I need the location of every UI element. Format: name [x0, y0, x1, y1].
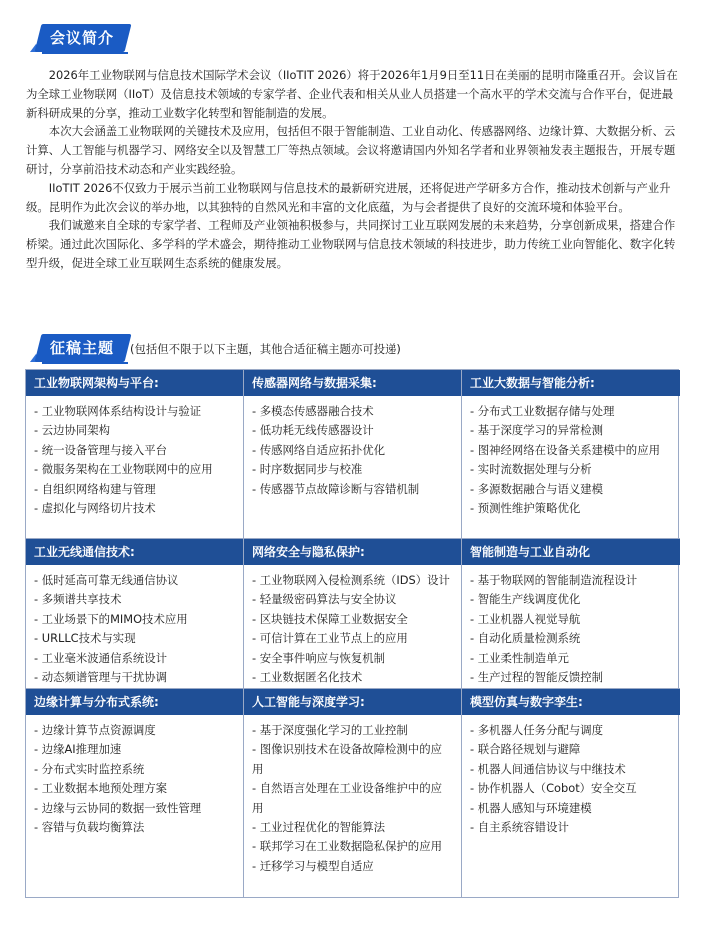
topic-item: - 多源数据融合与语义建模 — [470, 481, 604, 496]
title-underline — [42, 52, 128, 54]
topics-note: (包括但不限于以下主题，其他合适征稿主题亦可投递) — [130, 342, 401, 356]
topic-item: - 低功耗无线传感器设计 — [252, 423, 374, 438]
topic-item: - 工业场景下的MIMO技术应用 — [34, 611, 188, 626]
topic-cell — [244, 689, 462, 897]
title-underline — [42, 362, 128, 364]
topic-item: - 工业过程优化的智能算法 — [252, 820, 386, 835]
topic-cell-heading: 智能制造与工业自动化 — [462, 539, 680, 565]
intro-paragraph-4: 我们诚邀来自全球的专家学者、工程师及产业领袖积极参与，共同探讨工业互联网发展的未来趋势，分享创新成果，搭建合作桥梁。通过此次国际化、多学科的学术盛会，期待推动工业物联网与信息技术领域的科技进步，助力传统工业向智能化、数字化转型升级，促进全球工业互联网生态系统的健康发展。 — [26, 218, 676, 270]
intro-paragraph-1: 2026年工业物联网与信息技术国际学术会议（IIoTIT 2026）将于2026年1月9日至11日在美丽的昆明市隆重召开。会议旨在为全球工业物联网（IIoT）及信息技术领域的专家学者、企业代表和相关从业人员搭建一个高水平的学术交流与合作平台，促进最新科研成果的分享，推动工业数字化转型和智能制造的发展。 — [26, 68, 678, 120]
topic-item: - 多机器人任务分配与调度 — [470, 723, 604, 737]
topic-cell-heading: 人工智能与深度学习: — [244, 689, 461, 715]
topic-cell-heading: 传感器网络与数据采集: — [244, 370, 461, 396]
topic-item: - 安全事件响应与恢复机制 — [252, 650, 386, 665]
topic-item: - 多模态传感器融合技术 — [252, 404, 374, 418]
intro-body — [26, 66, 680, 273]
topics-grid — [25, 369, 679, 898]
intro-paragraph-3: IIoTIT 2026不仅致力于展示当前工业物联网与信息技术的最新研究进展，还将促进产学研多方合作，推动技术创新与产业升级。昆明作为此次会议的举办地，以其独特的自然风光和丰富的文化底蕴，为与会者提供了良好的交流环境和体验平台。 — [26, 180, 671, 214]
topic-cell — [244, 539, 462, 689]
intro-paragraph-2: 本次大会涵盖工业物联网的关键技术及应用，包括但不限于智能制造、工业自动化、传感器网络、边缘计算、大数据分析、云计算、人工智能与机器学习、网络安全以及智慧工厂等热点领域。会议将邀请国内外知名学者和业界领袖发表主题报告，开展专题研讨，分享前沿技术动态和产业实践经验。 — [26, 124, 676, 176]
intro-title-banner — [35, 24, 132, 52]
topic-item-list — [462, 565, 680, 688]
topic-item-list — [244, 396, 461, 538]
topic-cell — [26, 689, 244, 897]
topic-cell-heading: 工业大数据与智能分析: — [462, 370, 680, 396]
topic-cell-heading: 网络安全与隐私保护: — [244, 539, 461, 565]
topic-cell-heading: 模型仿真与数字孪生: — [462, 689, 680, 715]
topic-item: - 预测性维护策略优化 — [470, 501, 581, 516]
topic-item: - 工业数据匿名化技术 — [252, 670, 363, 685]
topic-item: - 基于深度学习的异常检测 — [470, 423, 604, 438]
topic-item: - 生产过程的智能反馈控制 — [470, 670, 604, 685]
topic-item: - 动态频谱管理与干扰协调 — [34, 670, 168, 685]
topic-item: - 基于深度强化学习的工业控制 — [252, 723, 408, 737]
topic-item: - 机器人感知与环境建模 — [470, 800, 592, 815]
topic-item-list — [244, 715, 461, 897]
topic-item: - 云边协同架构 — [34, 423, 111, 438]
topic-item: - 分布式实时监控系统 — [34, 761, 145, 776]
topic-cell — [462, 539, 680, 689]
topic-item: - 统一设备管理与接入平台 — [34, 442, 168, 457]
topic-item: - 微服务架构在工业物联网中的应用 — [34, 462, 213, 477]
topic-cell — [244, 370, 462, 539]
topic-item: - 工业数据本地预处理方案 — [34, 781, 168, 796]
topic-item: - 联邦学习在工业数据隐私保护的应用 — [252, 839, 442, 854]
topic-item: - 基于物联网的智能制造流程设计 — [470, 573, 638, 587]
topic-item: - 机器人间通信协议与中继技术 — [470, 761, 626, 776]
topic-cell — [26, 370, 244, 539]
topic-item: - URLLC技术与实现 — [34, 631, 136, 646]
topic-item: - 可信计算在工业节点上的应用 — [252, 631, 408, 646]
topics-section-title — [30, 332, 128, 362]
topic-item: - 工业柔性制造单元 — [470, 650, 569, 665]
topic-item: - 轻量级密码算法与安全协议 — [252, 592, 397, 607]
topic-item: - 时序数据同步与校准 — [252, 462, 363, 477]
topic-item: - 工业物联网体系结构设计与验证 — [34, 404, 202, 418]
topic-item: - 工业物联网入侵检测系统（IDS）设计 — [252, 573, 450, 587]
topic-item: - 智能生产线调度优化 — [470, 592, 581, 607]
topic-item: - 协作机器人（Cobot）安全交互 — [470, 781, 637, 796]
topic-item: - 迁移学习与模型自适应 — [252, 858, 374, 873]
topic-cell — [462, 689, 680, 897]
topic-item: - 图神经网络在设备关系建模中的应用 — [470, 442, 660, 457]
topic-item: - 边缘AI推理加速 — [34, 742, 122, 757]
topic-item: - 自动化质量检测系统 — [470, 631, 581, 646]
topic-item: - 自组织网络构建与管理 — [34, 481, 156, 496]
topic-item: - 低时延高可靠无线通信协议 — [34, 573, 179, 587]
topic-item: - 区块链技术保障工业数据安全 — [252, 611, 408, 626]
topic-item: - 分布式工业数据存储与处理 — [470, 404, 615, 418]
topic-cell-heading: 工业物联网架构与平台: — [26, 370, 243, 396]
topics-title-text: 征稿主题 — [50, 339, 115, 357]
topic-item: - 实时流数据处理与分析 — [470, 462, 592, 477]
topic-item: - 自然语言处理在工业设备维护中的应用 — [252, 781, 442, 815]
topic-item-list — [462, 715, 680, 897]
topic-item-list — [462, 396, 680, 538]
topic-cell — [462, 370, 680, 539]
topics-title-banner — [35, 334, 132, 362]
topic-item: - 多频谱共享技术 — [34, 592, 122, 607]
topic-item: - 边缘与云协同的数据一致性管理 — [34, 800, 202, 815]
topic-item: - 自主系统容错设计 — [470, 820, 569, 835]
topic-item: - 工业毫米波通信系统设计 — [34, 650, 168, 665]
topic-cell — [26, 539, 244, 689]
topic-cell-heading: 边缘计算与分布式系统: — [26, 689, 243, 715]
topic-item: - 工业机器人视觉导航 — [470, 611, 581, 626]
topic-item: - 联合路径规划与避障 — [470, 742, 581, 757]
intro-title-text: 会议简介 — [50, 29, 115, 47]
topic-cell-heading: 工业无线通信技术: — [26, 539, 243, 565]
topic-item: - 虚拟化与网络切片技术 — [34, 501, 156, 516]
topic-item: - 边缘计算节点资源调度 — [34, 723, 156, 737]
intro-section-title — [30, 22, 128, 52]
topic-item-list — [26, 396, 243, 538]
topic-item: - 传感器节点故障诊断与容错机制 — [252, 481, 420, 496]
topic-item-list — [26, 715, 243, 897]
topic-item-list — [26, 565, 243, 688]
topic-item-list — [244, 565, 461, 688]
topic-item: - 传感网络自适应拓扑优化 — [252, 442, 386, 457]
topic-item: - 图像识别技术在设备故障检测中的应用 — [252, 742, 442, 776]
topic-item: - 容错与负载均衡算法 — [34, 820, 145, 835]
